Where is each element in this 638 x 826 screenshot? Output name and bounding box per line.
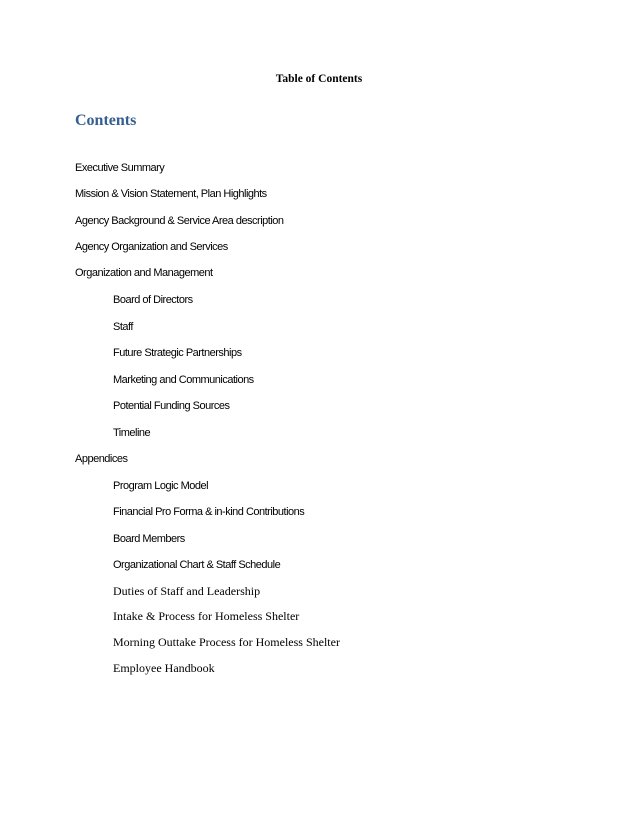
toc-item-agency-background[interactable]: Agency Background & Service Area description: [75, 215, 284, 227]
toc-item-organizational-chart[interactable]: Organizational Chart & Staff Schedule: [113, 559, 281, 571]
toc-item-mission-vision[interactable]: Mission & Vision Statement, Plan Highlights: [75, 188, 267, 200]
toc-item-program-logic-model[interactable]: Program Logic Model: [113, 480, 209, 492]
toc-item-employee-handbook[interactable]: Employee Handbook: [113, 661, 215, 675]
toc-item-intake-process[interactable]: Intake & Process for Homeless Shelter: [113, 609, 300, 623]
toc-item-staff[interactable]: Staff: [113, 321, 133, 333]
toc-item-marketing-communications[interactable]: Marketing and Communications: [113, 374, 254, 386]
toc-item-timeline[interactable]: Timeline: [113, 427, 151, 439]
contents-heading: Contents: [75, 112, 137, 129]
toc-item-board-members[interactable]: Board Members: [113, 533, 185, 545]
toc-item-duties-of-staff[interactable]: Duties of Staff and Leadership: [113, 584, 261, 598]
toc-item-executive-summary[interactable]: Executive Summary: [75, 162, 165, 174]
toc-item-organization-management[interactable]: Organization and Management: [75, 267, 213, 279]
document-title: Table of Contents: [275, 73, 363, 85]
toc-item-morning-outtake-process[interactable]: Morning Outtake Process for Homeless Shelter: [113, 635, 340, 649]
toc-item-future-strategic-partnerships[interactable]: Future Strategic Partnerships: [113, 347, 242, 359]
toc-item-agency-organization[interactable]: Agency Organization and Services: [75, 241, 228, 253]
toc-item-potential-funding-sources[interactable]: Potential Funding Sources: [113, 400, 230, 412]
toc-item-appendices[interactable]: Appendices: [75, 453, 128, 465]
toc-item-financial-pro-forma[interactable]: Financial Pro Forma & in-kind Contributions: [113, 506, 305, 518]
toc-item-board-of-directors[interactable]: Board of Directors: [113, 294, 193, 306]
